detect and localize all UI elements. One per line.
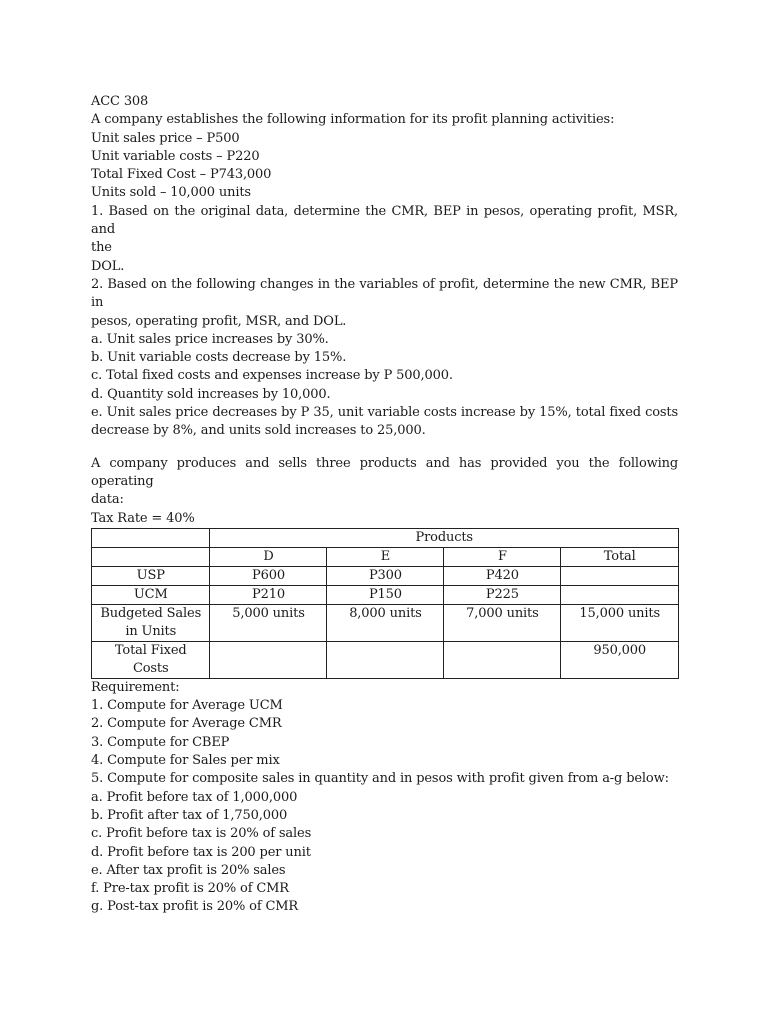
table-cell: 5,000 units [210, 604, 327, 641]
profit-case-item: e. After tax profit is 20% sales [91, 862, 286, 878]
table-cell [561, 585, 679, 604]
requirement-item: 3. Compute for CBEP [91, 734, 230, 750]
table-row [92, 585, 679, 604]
table-cell: 8,000 units [327, 604, 444, 641]
table-cell: P600 [210, 566, 327, 585]
requirement-item: 5. Compute for composite sales in quantity and in pesos with profit given from a-g below: [91, 771, 669, 787]
table-cell [327, 641, 444, 678]
document-content [91, 93, 678, 917]
products-table [91, 528, 679, 679]
profit-case-item: d. Profit before tax is 200 per unit [91, 844, 311, 860]
question1-line2: the [91, 240, 112, 256]
row-label-ucm: UCM [92, 585, 210, 604]
table-cell [561, 566, 679, 585]
table-cell [210, 641, 327, 678]
change-c: c. Total fixed costs and expenses increase by P 500,000. [91, 368, 453, 384]
question1-line3: DOL. [91, 258, 125, 274]
given-units-sold: Units sold – 10,000 units [91, 185, 251, 201]
requirement-title: Requirement: [91, 679, 180, 695]
table-cell: P150 [327, 585, 444, 604]
column-header-e: E [327, 547, 444, 566]
row-label-budgeted-sales [92, 604, 210, 641]
profit-case-item: c. Profit before tax is 20% of sales [91, 826, 312, 842]
table-row [92, 604, 679, 641]
problem2-intro-line2: data: [91, 492, 124, 508]
problem2-intro-line1: A company produces and sells three products and has provided you the following operating [91, 455, 678, 489]
given-fixed-cost: Total Fixed Cost – P743,000 [91, 167, 272, 183]
column-header-d: D [210, 547, 327, 566]
course-title: ACC 308 [91, 94, 149, 109]
table-cell: 15,000 units [561, 604, 679, 641]
question1-line1: 1. Based on the original data, determine the CMR, BEP in pesos, operating profit, MSR, and [91, 203, 678, 238]
profit-case-item: g. Post-tax profit is 20% of CMR [91, 899, 299, 915]
table-cell: P225 [444, 585, 561, 604]
column-header-f: F [444, 547, 561, 566]
table-cell: 950,000 [561, 641, 679, 678]
tax-rate: Tax Rate = 40% [91, 510, 195, 526]
row-label-line: Total Fixed [114, 642, 187, 658]
change-a: a. Unit sales price increases by 30%. [91, 331, 329, 347]
table-cell: P210 [210, 585, 327, 604]
table-corner-cell [92, 528, 210, 547]
requirement-item: 2. Compute for Average CMR [91, 716, 282, 732]
paragraph-gap [91, 441, 678, 455]
table-cell: P300 [327, 566, 444, 585]
requirement-item: 4. Compute for Sales per mix [91, 753, 280, 769]
table-column-row [92, 547, 679, 566]
change-b: b. Unit variable costs decrease by 15%. [91, 350, 347, 366]
question2-line2: in [91, 295, 104, 311]
change-e-line1: e. Unit sales price decreases by P 35, unit variable costs increase by 15%, total fixed costs [91, 405, 678, 421]
row-label-line: Budgeted Sales [100, 605, 202, 621]
change-e-line2: decrease by 8%, and units sold increases to 25,000. [91, 423, 426, 439]
profit-case-item: b. Profit after tax of 1,750,000 [91, 807, 288, 823]
table-cell [444, 641, 561, 678]
given-sales-price: Unit sales price – P500 [91, 130, 240, 146]
products-group-header: Products [210, 528, 679, 547]
question2-line3: pesos, operating profit, MSR, and DOL. [91, 313, 347, 329]
row-label-usp: USP [92, 566, 210, 585]
table-row [92, 566, 679, 585]
profit-case-item: a. Profit before tax of 1,000,000 [91, 789, 298, 805]
table-row [92, 641, 679, 678]
problem1-intro: A company establishes the following information for its profit planning activities: [91, 112, 615, 128]
row-label-line: Costs [132, 660, 169, 676]
table-blank-cell [92, 547, 210, 566]
column-header-total: Total [561, 547, 679, 566]
question2-line1: 2. Based on the following changes in the variables of profit, determine the new CMR, BEP [91, 276, 678, 292]
change-d: d. Quantity sold increases by 10,000. [91, 386, 331, 402]
table-cell: 7,000 units [444, 604, 561, 641]
row-label-total-fixed-costs [92, 641, 210, 678]
table-cell: P420 [444, 566, 561, 585]
table-header-row [92, 528, 679, 547]
profit-case-item: f. Pre-tax profit is 20% of CMR [91, 881, 289, 897]
requirement-item: 1. Compute for Average UCM [91, 698, 283, 714]
given-variable-costs: Unit variable costs – P220 [91, 148, 260, 164]
row-label-line: in Units [125, 623, 177, 639]
